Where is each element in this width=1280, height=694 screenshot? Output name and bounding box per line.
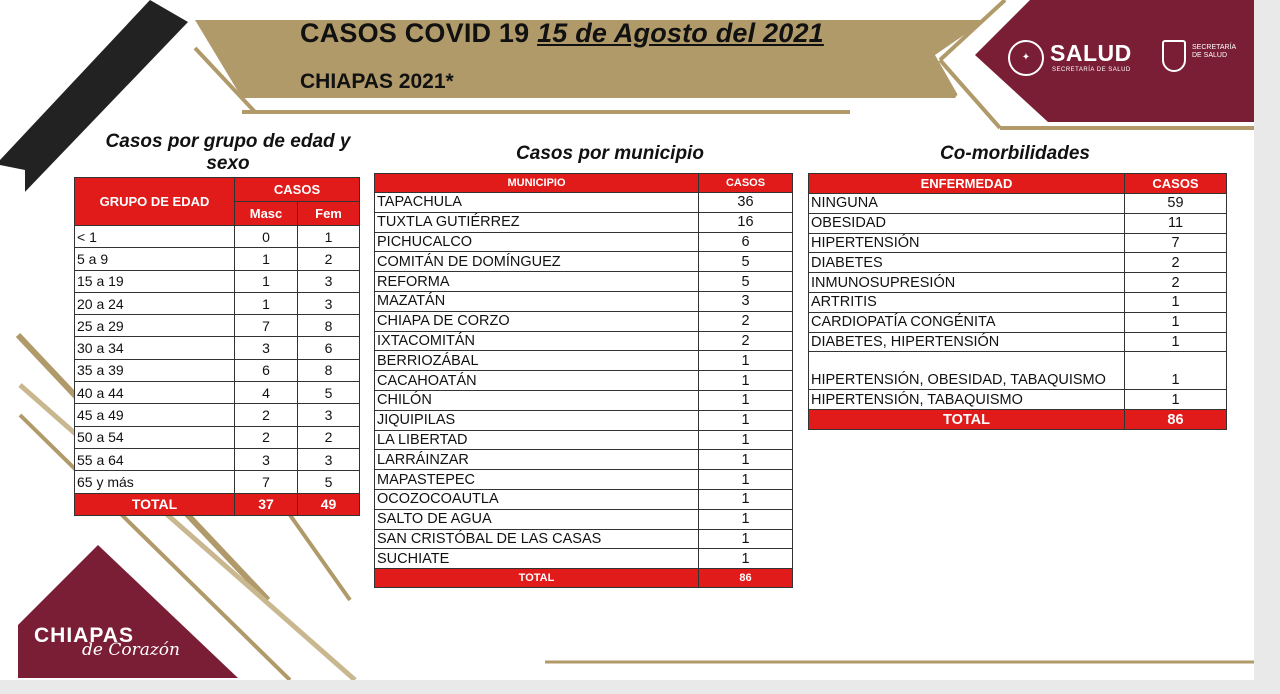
table-row (375, 549, 793, 569)
age-total-row (75, 493, 360, 515)
table-row (375, 252, 793, 272)
cell-name: IXTACOMITÁN (375, 331, 699, 351)
table-row (375, 390, 793, 410)
cell-group: 20 a 24 (75, 292, 235, 314)
cell-group: 65 y más (75, 471, 235, 493)
cell-name: SUCHIATE (375, 549, 699, 569)
cell-fem: 3 (298, 292, 360, 314)
cell-cases: 6 (699, 232, 793, 252)
total-label: TOTAL (375, 569, 699, 588)
table-row (375, 450, 793, 470)
cell-name: CACAHOATÁN (375, 371, 699, 391)
table-row (809, 213, 1227, 233)
cell-masc: 2 (235, 426, 298, 448)
total-label: TOTAL (75, 493, 235, 515)
cell-name: MAPASTEPEC (375, 470, 699, 490)
cell-cases: 1 (699, 410, 793, 430)
table-row (375, 351, 793, 371)
cell-name: JIQUIPILAS (375, 410, 699, 430)
cell-group: 45 a 49 (75, 404, 235, 426)
table-row (809, 194, 1227, 214)
table-row (809, 332, 1227, 352)
table-row (375, 291, 793, 311)
table-row (809, 390, 1227, 410)
cell-cases: 3 (699, 291, 793, 311)
table-row (375, 212, 793, 232)
cell-name: DIABETES (809, 253, 1125, 273)
cell-name: SAN CRISTÓBAL DE LAS CASAS (375, 529, 699, 549)
cell-name: NINGUNA (809, 194, 1125, 214)
cell-cases: 36 (699, 193, 793, 213)
cell-name: CARDIOPATÍA CONGÉNITA (809, 312, 1125, 332)
col-header-fem: Fem (298, 202, 360, 226)
col-header-casos: CASOS (699, 174, 793, 193)
col-header-group: GRUPO DE EDAD (75, 178, 235, 226)
cell-fem: 5 (298, 471, 360, 493)
col-header-cases: CASOS (235, 178, 360, 202)
age-section-title: Casos por grupo de edad y sexo (105, 131, 351, 174)
cell-name: HIPERTENSIÓN, OBESIDAD, TABAQUISMO (809, 352, 1125, 390)
cell-name: OBESIDAD (809, 213, 1125, 233)
cell-cases: 5 (699, 272, 793, 292)
cell-name: PICHUCALCO (375, 232, 699, 252)
table-row (75, 315, 360, 337)
cell-cases: 1 (699, 371, 793, 391)
cell-name: TAPACHULA (375, 193, 699, 213)
cell-cases: 1 (1125, 352, 1227, 390)
cell-fem: 8 (298, 315, 360, 337)
comorb-section-title: Co-morbilidades (940, 143, 1090, 164)
cell-masc: 7 (235, 315, 298, 337)
cell-cases: 1 (699, 351, 793, 371)
cell-fem: 6 (298, 337, 360, 359)
total-value: 86 (1125, 410, 1227, 430)
table-row (75, 359, 360, 381)
cell-cases: 1 (699, 489, 793, 509)
table-row (375, 529, 793, 549)
age-sex-table (74, 177, 360, 516)
cell-group: 50 a 54 (75, 426, 235, 448)
municipio-table-body (375, 193, 793, 569)
cell-fem: 8 (298, 359, 360, 381)
table-row (75, 426, 360, 448)
table-row (809, 292, 1227, 312)
cell-name: BERRIOZÁBAL (375, 351, 699, 371)
table-row (375, 430, 793, 450)
cell-fem: 3 (298, 270, 360, 292)
table-row (375, 489, 793, 509)
cell-masc: 1 (235, 270, 298, 292)
cell-name: TUXTLA GUTIÉRREZ (375, 212, 699, 232)
cell-name: HIPERTENSIÓN, TABAQUISMO (809, 390, 1125, 410)
cell-cases: 1 (699, 390, 793, 410)
cell-name: DIABETES, HIPERTENSIÓN (809, 332, 1125, 352)
salud-logo (1008, 40, 1244, 80)
total-label: TOTAL (809, 410, 1125, 430)
cell-masc: 2 (235, 404, 298, 426)
cell-cases: 1 (699, 509, 793, 529)
cell-group: 25 a 29 (75, 315, 235, 337)
cell-masc: 3 (235, 448, 298, 470)
table-row (809, 273, 1227, 293)
cell-masc: 3 (235, 337, 298, 359)
cell-name: REFORMA (375, 272, 699, 292)
table-row (375, 193, 793, 213)
cell-group: < 1 (75, 226, 235, 248)
cell-group: 15 a 19 (75, 270, 235, 292)
cell-fem: 2 (298, 248, 360, 270)
cell-cases: 1 (699, 529, 793, 549)
total-fem: 49 (298, 493, 360, 515)
cell-group: 55 a 64 (75, 448, 235, 470)
cell-cases: 2 (1125, 273, 1227, 293)
cell-cases: 7 (1125, 233, 1227, 253)
cell-group: 35 a 39 (75, 359, 235, 381)
page-title (300, 18, 824, 49)
table-row (809, 352, 1227, 390)
chiapas-word: CHIAPAS (34, 624, 134, 647)
cell-name: SALTO DE AGUA (375, 509, 699, 529)
cell-cases: 1 (699, 549, 793, 569)
cell-cases: 5 (699, 252, 793, 272)
table-row (375, 272, 793, 292)
municipio-total-row (375, 569, 793, 588)
table-row (75, 337, 360, 359)
cell-name: COMITÁN DE DOMÍNGUEZ (375, 252, 699, 272)
comorb-total-row (809, 410, 1227, 430)
title-date: 15 de Agosto del 2021 (537, 18, 824, 48)
cell-cases: 2 (699, 331, 793, 351)
col-header-masc: Masc (235, 202, 298, 226)
table-row (375, 331, 793, 351)
municipio-section-title: Casos por municipio (516, 143, 704, 164)
cell-cases: 1 (1125, 312, 1227, 332)
chiapas-logo (34, 624, 180, 660)
table-row (375, 232, 793, 252)
table-row (809, 253, 1227, 273)
municipio-table (374, 173, 793, 588)
cell-name: CHIAPA DE CORZO (375, 311, 699, 331)
cell-cases: 59 (1125, 194, 1227, 214)
cell-name: HIPERTENSIÓN (809, 233, 1125, 253)
salud-small-text: SECRETARÍA DE SALUD (1052, 67, 1131, 73)
eagle-seal-icon: ✦ (1008, 40, 1044, 76)
cell-name: ARTRITIS (809, 292, 1125, 312)
cell-fem: 1 (298, 226, 360, 248)
table-row (75, 226, 360, 248)
table-row (75, 248, 360, 270)
shield-icon (1162, 40, 1186, 72)
cell-cases: 1 (1125, 332, 1227, 352)
comorbidities-table (808, 173, 1227, 430)
table-row (375, 470, 793, 490)
cell-cases: 11 (1125, 213, 1227, 233)
cell-cases: 16 (699, 212, 793, 232)
table-row (809, 233, 1227, 253)
col-header-enfermedad: ENFERMEDAD (809, 174, 1125, 194)
age-table-body (75, 226, 360, 494)
cell-masc: 6 (235, 359, 298, 381)
cell-group: 30 a 34 (75, 337, 235, 359)
table-row (75, 404, 360, 426)
cell-name: LA LIBERTAD (375, 430, 699, 450)
cell-fem: 5 (298, 382, 360, 404)
table-row (375, 509, 793, 529)
cell-masc: 4 (235, 382, 298, 404)
cell-name: OCOZOCOAUTLA (375, 489, 699, 509)
cell-name: MAZATÁN (375, 291, 699, 311)
table-row (75, 270, 360, 292)
total-masc: 37 (235, 493, 298, 515)
cell-cases: 1 (699, 470, 793, 490)
col-header-casos: CASOS (1125, 174, 1227, 194)
table-row (375, 410, 793, 430)
page-subtitle: CHIAPAS 2021* (300, 70, 454, 93)
cell-cases: 2 (1125, 253, 1227, 273)
salud-word: SALUD (1050, 40, 1132, 66)
secretaria-text: SECRETARÍA DE SALUD (1192, 44, 1237, 59)
cell-masc: 1 (235, 248, 298, 270)
cell-cases: 1 (699, 430, 793, 450)
cell-masc: 0 (235, 226, 298, 248)
col-header-municipio: MUNICIPIO (375, 174, 699, 193)
table-row (375, 311, 793, 331)
table-row (75, 471, 360, 493)
cell-name: CHILÓN (375, 390, 699, 410)
table-row (75, 292, 360, 314)
cell-cases: 1 (1125, 390, 1227, 410)
cell-masc: 7 (235, 471, 298, 493)
cell-cases: 1 (1125, 292, 1227, 312)
cell-cases: 2 (699, 311, 793, 331)
cell-name: LARRÁINZAR (375, 450, 699, 470)
cell-fem: 3 (298, 448, 360, 470)
title-prefix: CASOS COVID 19 (300, 18, 530, 48)
cell-masc: 1 (235, 292, 298, 314)
cell-name: INMUNOSUPRESIÓN (809, 273, 1125, 293)
total-value: 86 (699, 569, 793, 588)
comorb-table-body (809, 194, 1227, 410)
cell-cases: 1 (699, 450, 793, 470)
cell-group: 5 a 9 (75, 248, 235, 270)
cell-group: 40 a 44 (75, 382, 235, 404)
cell-fem: 2 (298, 426, 360, 448)
cell-fem: 3 (298, 404, 360, 426)
chiapas-script: de Corazón (82, 640, 180, 660)
table-row (75, 382, 360, 404)
table-row (75, 448, 360, 470)
table-row (375, 371, 793, 391)
table-row (809, 312, 1227, 332)
